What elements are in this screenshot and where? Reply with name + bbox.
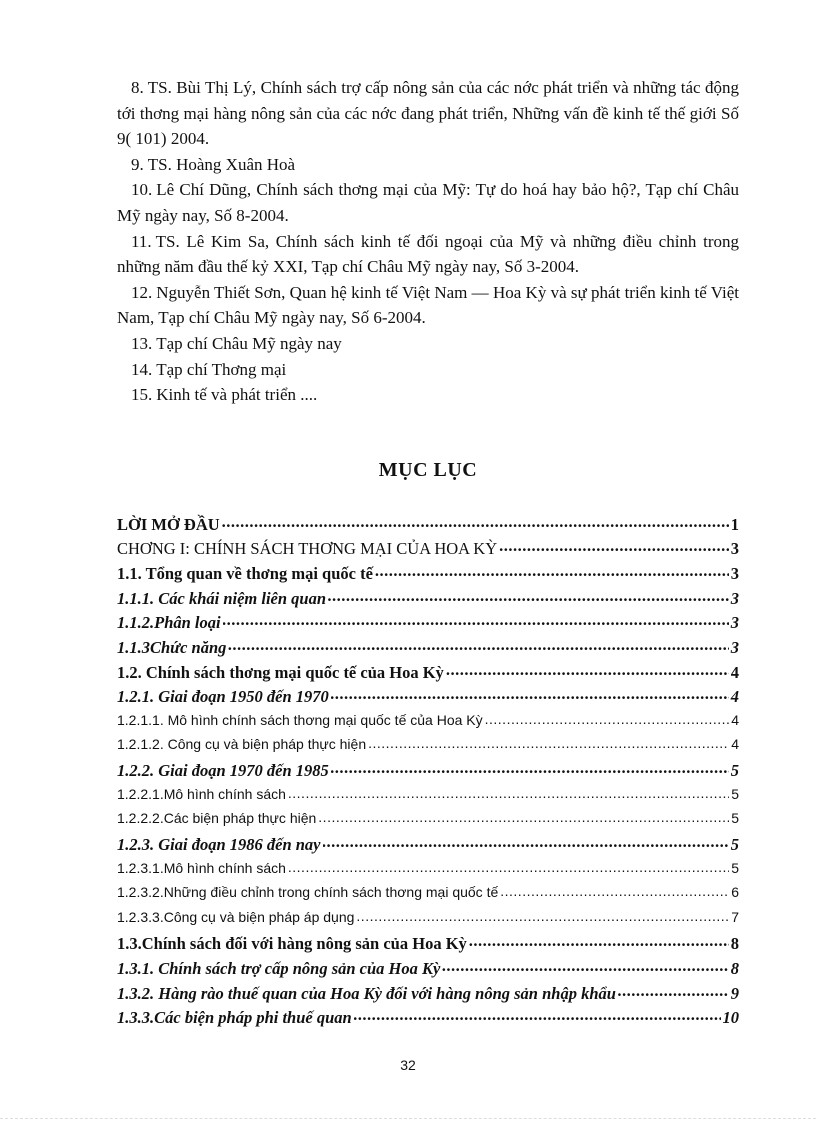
toc-entry-1-1[interactable] [117,562,739,587]
toc-entry-page: 4 [731,711,739,728]
toc-entry-1-2-1[interactable] [117,686,739,711]
toc-entry-1-3[interactable] [117,933,739,958]
toc-entry-page: 3 [730,613,739,633]
toc-entry-1-2-1-1[interactable] [117,711,739,736]
toc-entry-page: 7 [731,909,739,925]
reference-item: 15. Kinh tế và phát triển .... [131,385,318,405]
toc-entry-page: 6 [731,884,739,901]
dot-leader [446,661,729,678]
dot-leader [331,686,729,703]
toc-entry-title: 1.2.1.2. Công cụ và biện pháp thực hiện [117,736,367,753]
dot-leader [356,908,729,922]
reference-item: 14. Tạp chí Thơng mại [131,359,287,379]
toc-entry-1-2-2[interactable] [117,760,739,785]
reference-item: 11. TS. Lê Kim Sa, Chính sách kinh tế đối ngoại của Mỹ và những điều chỉnh trong những năm đầu thế kỷ XXI, Tạp chí Châu Mỹ ngày nay, Số 3-2004. [117,231,739,277]
reference-item: 9. TS. Hoàng Xuân Hoà [131,154,296,174]
dot-leader [222,513,729,530]
toc-entry-page: 8 [730,958,739,978]
toc-entry-title: LỜI MỞ ĐẦU [117,514,220,534]
toc-entry-title: 1.2.2.2.Các biện pháp thực hiện [117,810,317,827]
table-of-contents [117,513,739,1031]
toc-entry-title: 1.2.1.1. Mô hình chính sách thơng mại quốc tế của Hoa Kỳ [117,711,483,728]
toc-entry-title: 1.1.2.Phân loại [117,613,221,633]
toc-entry-1-2-3-3[interactable] [117,908,739,933]
toc-entry-1-2[interactable] [117,661,739,686]
toc-entry-page: 9 [730,983,739,1003]
toc-entry-page: 4 [731,736,739,753]
dot-leader [618,982,729,999]
toc-entry-page: 3 [730,539,739,559]
toc-entry-1-2-2-2[interactable] [117,809,739,834]
toc-entry-title: 1.3.3.Các biện pháp phi thuế quan [117,1008,352,1028]
dot-leader [485,711,730,725]
reference-item: 13. Tạp chí Châu Mỹ ngày nay [131,333,342,353]
toc-entry-1-2-3[interactable] [117,834,739,859]
reference-item: 10. Lê Chí Dũng, Chính sách thơng mại của Mỹ: Tự do hoá hay bảo hộ?, Tạp chí Châu Mỹ ngày nay, Số 8-2004. [117,180,739,225]
toc-entry-title: 1.2.1. Giai đoạn 1950 đến 1970 [117,687,329,707]
toc-entry-page: 4 [730,687,739,707]
toc-entry-title: 1.1.3Chức năng [117,637,227,657]
toc-entry-title: 1.2.2.1.Mô hình chính sách [117,785,286,802]
toc-entry-1-1-2[interactable] [117,612,739,637]
toc-entry-page: 3 [730,588,739,608]
reference-list [117,75,739,408]
toc-entry-title: 1.2.3.2.Những điều chỉnh trong chính sách thơng mại quốc tế [117,884,499,901]
dot-leader [354,1007,721,1024]
dot-leader [288,785,729,799]
page-number: 32 [400,1057,416,1073]
toc-entry-1-3-3[interactable] [117,1007,739,1032]
toc-entry-page: 4 [730,662,739,682]
toc-entry-title: 1.2.3.3.Công cụ và biện pháp áp dụng [117,909,355,925]
toc-entry-1-3-2[interactable] [117,982,739,1007]
toc-entry-chapter-1[interactable] [117,538,739,563]
toc-entry-page: 3 [730,637,739,657]
toc-heading: MỤC LỤC [378,459,478,481]
dot-leader [375,562,729,579]
toc-entry-page: 5 [731,859,739,876]
page-bottom-divider [0,1118,816,1119]
toc-entry-page: 1 [730,514,739,534]
toc-entry-title: 1.1.1. Các khái niệm liên quan [117,588,327,608]
dot-leader [442,957,728,974]
dot-leader [228,636,728,653]
toc-entry-1-1-1[interactable] [117,587,739,612]
toc-entry-1-1-3[interactable] [117,636,739,661]
reference-item: 12. Nguyễn Thiết Sơn, Quan hệ kinh tế Việt Nam — Hoa Kỳ và sự phát triển kinh tế Việt Nam, Tạp chí Châu Mỹ ngày nay, Số 6-2004. [117,282,739,328]
toc-entry-title: 1.2.2. Giai đoạn 1970 đến 1985 [117,761,329,781]
dot-leader [499,538,729,555]
toc-entry-title: 1.2.3. Giai đoạn 1986 đến nay [117,835,321,855]
dot-leader [323,834,729,851]
dot-leader [328,587,729,604]
toc-entry-page: 8 [730,934,739,954]
toc-entry-title: 1.2.3.1.Mô hình chính sách [117,859,286,876]
toc-entry-page: 5 [731,785,739,802]
dot-leader [500,883,729,897]
toc-entry-page: 3 [730,563,739,583]
toc-entry-intro[interactable] [117,513,739,538]
toc-entry-page: 5 [730,761,739,781]
dot-leader [288,859,729,873]
reference-item: 8. TS. Bùi Thị Lý, Chính sách trợ cấp nông sản của các nớc phát triển và những tác động tới thơng mại hàng nông sản của các nớc đang phát triển, Những vấn đề kinh tế thế giới Số 9( 101) 2004. [117,78,739,149]
toc-entry-title: 1.3.1. Chính sách trợ cấp nông sản của Hoa Kỳ [117,958,441,978]
toc-entry-page: 5 [731,810,739,827]
toc-entry-page: 10 [722,1008,739,1028]
toc-entry-1-2-2-1[interactable] [117,785,739,810]
toc-entry-title: 1.3.2. Hàng rào thuế quan của Hoa Kỳ đối với hàng nông sản nhập khẩu [117,983,616,1003]
toc-entry-title: 1.1. Tổng quan về thơng mại quốc tế [117,563,373,583]
toc-entry-title: CHƠNG I: CHÍNH SÁCH THƠNG MẠI CỦA HOA KỲ [117,539,498,559]
toc-entry-1-2-1-2[interactable] [117,735,739,760]
toc-entry-1-2-3-1[interactable] [117,859,739,884]
dot-leader [318,809,729,823]
dot-leader [469,933,729,950]
toc-entry-title: 1.2. Chính sách thơng mại quốc tế của Hoa Kỳ [117,662,444,682]
dot-leader [368,735,729,749]
dot-leader [223,612,729,629]
toc-entry-1-2-3-2[interactable] [117,883,739,908]
toc-entry-page: 5 [730,835,739,855]
toc-entry-title: 1.3.Chính sách đối với hàng nông sản của Hoa Kỳ [117,934,467,954]
toc-entry-1-3-1[interactable] [117,957,739,982]
dot-leader [331,760,729,777]
